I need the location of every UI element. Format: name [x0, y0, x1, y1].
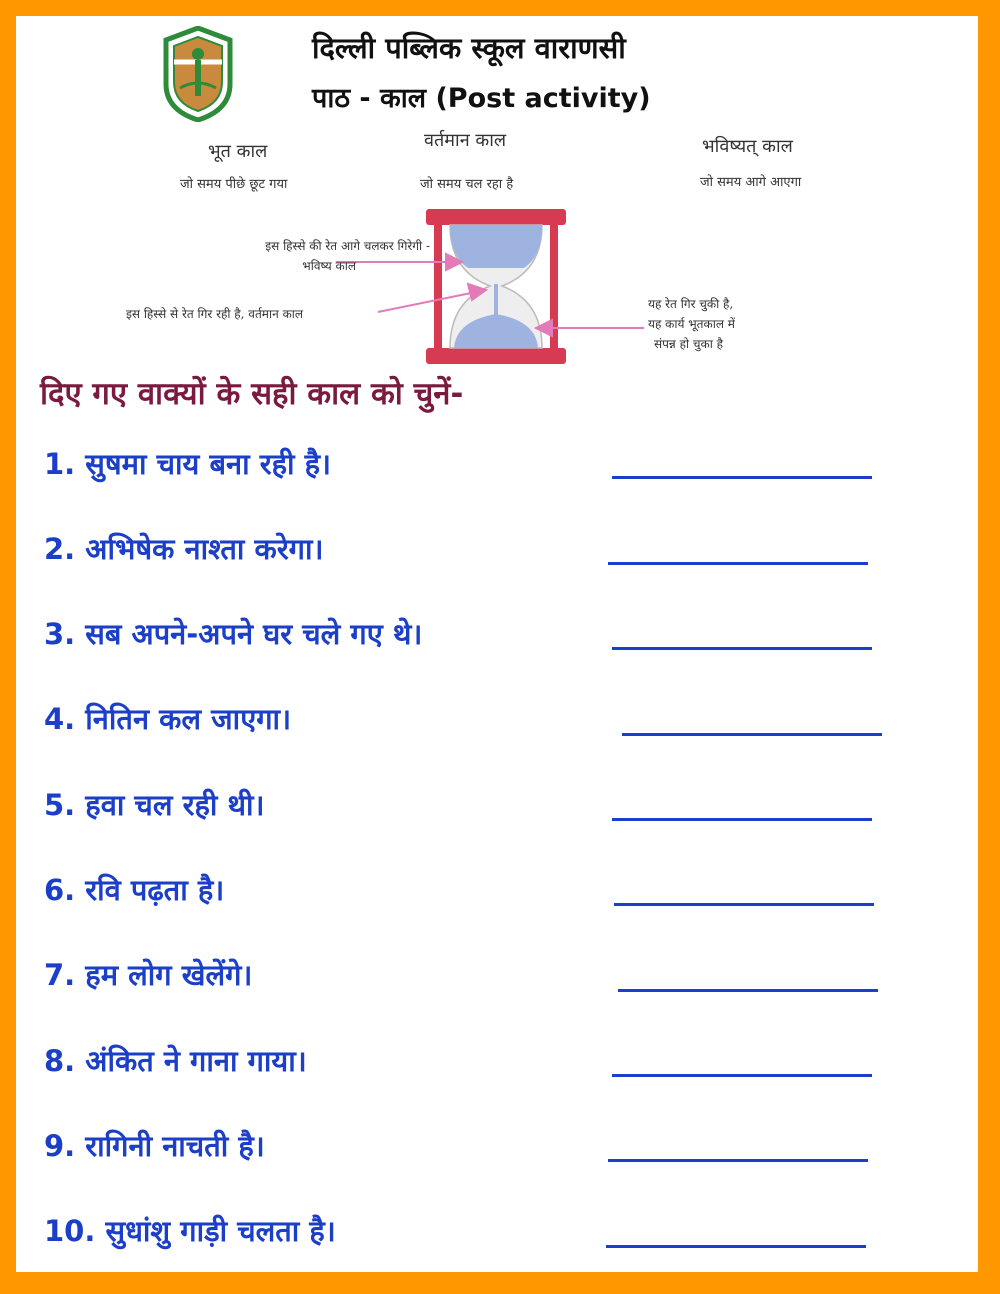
- answer-blank-5[interactable]: [612, 818, 872, 821]
- answer-blank-7[interactable]: [618, 989, 878, 992]
- past-sand-note: यह रेत गिर चुकी है, यह कार्य भूतकाल में संपन्न हो चुका है: [648, 297, 735, 351]
- question-5: 5. हवा चल रही थी।: [44, 788, 265, 822]
- school-logo: [160, 26, 236, 122]
- answer-blank-4[interactable]: [622, 733, 882, 736]
- future-tense-desc: जो समय आगे आएगा: [700, 175, 802, 190]
- present-tense-desc: जो समय चल रहा है: [420, 177, 514, 192]
- answer-blank-3[interactable]: [612, 647, 872, 650]
- future-tense-label: भविष्यत् काल: [702, 136, 793, 157]
- answer-blank-2[interactable]: [608, 562, 868, 565]
- question-2: 2. अभिषेक नाश्ता करेगा।: [44, 532, 324, 566]
- lesson-title: पाठ - काल (Post activity): [312, 83, 651, 114]
- hourglass-icon: [426, 209, 566, 364]
- past-tense-label: भूत काल: [208, 141, 268, 162]
- school-name: दिल्ली पब्लिक स्कूल वाराणसी: [312, 31, 626, 65]
- answer-blank-8[interactable]: [612, 1074, 872, 1077]
- question-6: 6. रवि पढ़ता है।: [44, 873, 225, 907]
- question-4: 4. नितिन कल जाएगा।: [44, 702, 292, 736]
- question-10: 10. सुधांशु गाड़ी चलता है।: [44, 1214, 336, 1248]
- past-tense-desc: जो समय पीछे छूट गया: [180, 177, 288, 192]
- instruction-heading: दिए गए वाक्यों के सही काल को चुनें-: [40, 376, 464, 412]
- answer-blank-1[interactable]: [612, 476, 872, 479]
- future-sand-note: इस हिस्से की रेत आगे चलकर गिरेगी - भविष्य काल: [265, 239, 430, 273]
- answer-blank-9[interactable]: [608, 1159, 868, 1162]
- worksheet-page: [16, 16, 978, 1272]
- question-7: 7. हम लोग खेलेंगे।: [44, 958, 253, 992]
- answer-blank-10[interactable]: [606, 1245, 866, 1248]
- question-8: 8. अंकित ने गाना गाया।: [44, 1044, 307, 1078]
- question-1: 1. सुषमा चाय बना रही है।: [44, 447, 331, 481]
- question-9: 9. रागिनी नाचती है।: [44, 1129, 265, 1163]
- answer-blank-6[interactable]: [614, 903, 874, 906]
- present-tense-label: वर्तमान काल: [424, 130, 507, 151]
- question-3: 3. सब अपने-अपने घर चले गए थे।: [44, 617, 423, 651]
- present-sand-note: इस हिस्से से रेत गिर रही है, वर्तमान काल: [126, 307, 304, 321]
